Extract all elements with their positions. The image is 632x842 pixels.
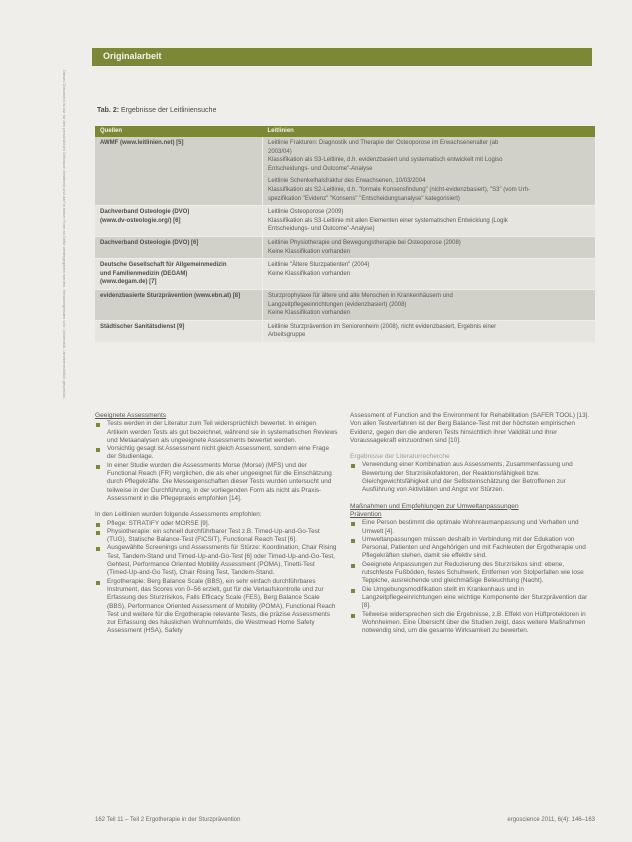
- source-cell: [95, 259, 263, 290]
- source-cell: [95, 289, 263, 320]
- list-item: Verwendung einer Kombination aus Assessments, Zusammenfassung und Bewertung der Sturzrisikofaktoren, der Reaktionsfähigkeit bzw. Gleichgewichtsfähigkeit und der Selbsteinschätzung der Betroffenen zur Ausführung von Aktivitäten und Angst vor Stürzen.: [350, 461, 593, 494]
- table-row: [95, 206, 595, 237]
- guideline-line: Entscheidungs- und Outcome"-Analyse: [268, 165, 373, 172]
- list-item: Geeignete Anpassungen zur Reduzierung des Sturzrisikos sind: ebene, rutschfeste Fußböden, festes Schuhwerk, Entfernen von Stolperfallen wie lose Teppiche, ausreichende und gleichmäßige Beleuchtung (Nacht).: [350, 561, 593, 586]
- table-row: [95, 320, 595, 342]
- guideline-cell: [263, 236, 596, 258]
- list-item: Eine Person bestimmt die optimale Wohnraumanpassung und Verhalten und Umwelt [4].: [350, 519, 593, 536]
- guidelines-table: [95, 126, 595, 342]
- source-line: Dachverband Osteologie (DVO): [100, 209, 190, 216]
- assessment-notes-list: [95, 420, 338, 503]
- side-note: [60, 70, 68, 760]
- list-item: Ergotherapie: Berg Balance Scale (BBS), ein sehr einfach durchführbares Instrument, das Scores von 0–56 erzielt, gut für die Verlaufskontrolle und zur Erfassung des Sturzrisikos, Falls Efficacy Scale (FES), Berg Balance Scale (BBS), Performance Oriented Assessment of Mobility (POMA), Functional Reach Test und weitere für die Ergotherapie relevante Tests, die präzise Assessments zur Erfassung des häuslichen Wohnumfelds, die Westmead Home Safety Assessment (HSA), Safety: [95, 578, 338, 636]
- list-item: Physiotherapie: ein schnell durchführbarer Test z.B. Timed-Up-and-Go-Test (TUG), Statische Balance-Test (FICSIT), Functional Reach Test [6].: [95, 528, 338, 545]
- prevention-heading: Prävention: [350, 510, 382, 518]
- guideline-line: Entscheidungs- und Outcome"-Analyse): [268, 226, 375, 233]
- banner-label: Originalarbeit: [103, 51, 162, 61]
- footer-left: 162 Teil 11 – Teil 2 Ergotherapie in der Sturzprävention: [95, 817, 241, 823]
- guideline-line: Keine Klassifikation vorhanden: [268, 310, 351, 317]
- table-caption-label: Tab. 2:: [97, 107, 120, 114]
- list-item: Pflege: STRATIFY oder MORSE [9].: [95, 520, 338, 528]
- list-item: Umweltanpassungen müssen deshalb in Verbindung mit der Edukation von Personal, Patienten und Angehörigen und mit Fachleuten der Ergotherapie und Pflegekräften stehen, damit sie effektiv sind.: [350, 536, 593, 561]
- source-line: Dachverband Osteologie (DVO) [6]: [100, 239, 199, 246]
- guideline-line: Klassifikation als S3-Leitlinie, d.h. evidenzbasiert und systematisch entwickelt mit Logiso: [268, 157, 503, 164]
- guideline-cell: [263, 320, 596, 342]
- right-intro-paragraph: Assessment of Function and the Environment for Rehabilitation (SAFER TOOL) [13]. Von allen Testverfahren ist der Berg Balance-Test mit der höchsten empirischen Evidenz, gegen den die anderen Tests hinsichtlich ihrer Validität und ihrer Voraussagekraft einzuordnen sind [10].: [350, 412, 590, 444]
- right-column: [350, 412, 593, 635]
- source-cell: [95, 137, 263, 206]
- guideline-line: Leitlinie "Ältere Sturzpatienten" (2004): [268, 262, 370, 269]
- guideline-line: Sturzprophylaxe für ältere und alte Menschen in Krankenhäusern und: [268, 292, 453, 299]
- table-row: [95, 137, 595, 206]
- results-heading: Ergebnisse der Literaturrecherche: [350, 453, 450, 461]
- table-body: [95, 137, 595, 342]
- guideline-line: Keine Klassifikation vorhanden: [268, 248, 351, 255]
- list-item: Die Umgebungsmodifikation stellt im Krankenhaus und in Langzeitpflegeeinrichtungen eine wichtige Komponente der Sturzprävention dar [8].: [350, 586, 593, 611]
- source-cell: [95, 236, 263, 258]
- footer-right: ergoscience 2011, 6(4): 146–163: [507, 817, 595, 823]
- page-footer: [95, 817, 595, 827]
- table-caption: [97, 107, 216, 114]
- guideline-cell: [263, 259, 596, 290]
- results-list: [350, 461, 593, 494]
- source-line: (www.degam.de) [7]: [100, 279, 157, 286]
- guideline-line: Keine Klassifikation vorhanden: [268, 270, 351, 277]
- guideline-line: spezifikation "Evidenz" "Konsens" "Entscheidungsanalyse" kategorisiert): [268, 195, 460, 202]
- guideline-line: 2003/04): [268, 148, 292, 155]
- list-item: In einer Studie wurden die Assessments Morse (Morse) (MFS) und der Functional Reach (FR) verglichen, die als eher ungeeignet für die Einschätzung durch Pflegekräfte. Die Messeigenschaften dieser Tests wurden untersucht und teilweise in der Durchführung, in der vorliegenden Form als nicht als Praxis-Assessment in die Pflegepraxis empfohlen [14].: [95, 462, 338, 503]
- guideline-line: Leitlinie Frakturen: Diagnostik und Therapie der Osteoporose im Erwachsenenalter (ab: [268, 140, 499, 146]
- guideline-line: Langzeitpflegeeinrichtungen (evidenzbasiert) (2008): [268, 301, 407, 308]
- source-line: und Familienmedizin (DEGAM): [100, 270, 188, 277]
- source-cell: [95, 206, 263, 237]
- guideline-cell: [263, 289, 596, 320]
- left-column: [95, 412, 338, 636]
- table-row: [95, 259, 595, 290]
- guideline-line: Arbeitsgruppe: [268, 332, 306, 339]
- environment-measures-list: [350, 519, 593, 635]
- guideline-line: Klassifikation als S3-Leitlinie mit allen Elementen einer systematischen Entwicklung (Logik: [268, 217, 508, 224]
- guideline-line: Leitlinie Osteoporose (2009): [268, 209, 344, 216]
- section-banner: [92, 48, 592, 66]
- list-item: Tests werden in der Literatur zum Teil widersprüchlich bewertet. In einigen Artikeln werden Tests als gut bezeichnet, während sie in systematischen Reviews und Metaanalysen als ungeeignete Assessments bewertet werden.: [95, 420, 338, 445]
- source-line: AWMF (www.leitlinien.net) [5]: [100, 140, 184, 146]
- source-line: evidenzbasierte Sturzprävention (www.ebn.at) [8]: [100, 292, 241, 299]
- recommendations-intro: In den Leitlinien wurden folgende Assessments empfohlen:: [95, 511, 262, 519]
- recommended-assessments-list: [95, 520, 338, 636]
- guideline-cell: [263, 137, 596, 206]
- table-row: [95, 289, 595, 320]
- guideline-cell: [263, 206, 596, 237]
- environment-heading: Maßnahmen und Empfehlungen zur Umweltanpassungen: [350, 502, 519, 510]
- list-item: Vorsichtig gesagt ist Assessment nicht gleich Assessment, sondern eine Frage der Studienlage.: [95, 445, 338, 462]
- table-header-sources: Quellen: [95, 126, 263, 137]
- table-caption-text: Ergebnisse der Leitliniensuche: [121, 107, 217, 114]
- guideline-line: Leitlinie Physiotherapie und Bewegungstherapie bei Osteoporose (2008): [268, 239, 461, 246]
- guideline-line: Leitlinie Sturzprävention im Seniorenheim (2008), nicht evidenzbasiert, Ergebnis einer: [268, 323, 497, 330]
- source-line: Städtischer Sanitätsdienst [9]: [100, 323, 185, 330]
- guideline-line: Klassifikation als S2-Leitlinie, d.h. "formale Konsensfindung" (nicht-evidenzbasiert), "S3" (vom Urh-: [268, 186, 530, 193]
- table-row: [95, 236, 595, 258]
- source-line: Deutsche Gesellschaft für Allgemeinmedizin: [100, 262, 227, 269]
- list-item: Ausgewählte Screenings und Assessments für Stürze: Koordination, Chair Rising Test, Tandem-Stand und Timed-Up-and-Go-Test [6] oder Timed-Up-and-Go-Test, Gehtest, Performance Oriented Mobility Assessment (POMA), Tinetti-Test (Timed-Up-and-Go Test), Chair Rising Test, Tandem-Stand.: [95, 544, 338, 577]
- guideline-line: Leitlinie Schenkelhalsfraktur des Erwachsenen, 10/03/2004: [268, 178, 426, 185]
- list-item: Teilweise widersprechen sich die Ergebnisse, z.B. Effekt von Hüftprotektoren in Wohnheimen. Eine Übersicht über die Studien zeigt, dass weitere Maßnahmen notwendig sind, um die gesamte Wirksamkeit zu bewerten.: [350, 611, 593, 636]
- source-cell: [95, 320, 263, 342]
- table-header-guidelines: Leitlinien: [263, 126, 596, 137]
- source-line: (www.dv-osteologie.org/) [6]: [100, 217, 181, 224]
- side-note-text: Dieses Dokument ist nur für den persönlichen Gebrauch bestimmt und darf in keiner Form an Dritte weitergegeben werden. Heruntergeladen von: Universität. Urheberrechtlich geschützt.: [62, 70, 67, 399]
- assessments-heading: Geeignete Assessments: [95, 412, 167, 419]
